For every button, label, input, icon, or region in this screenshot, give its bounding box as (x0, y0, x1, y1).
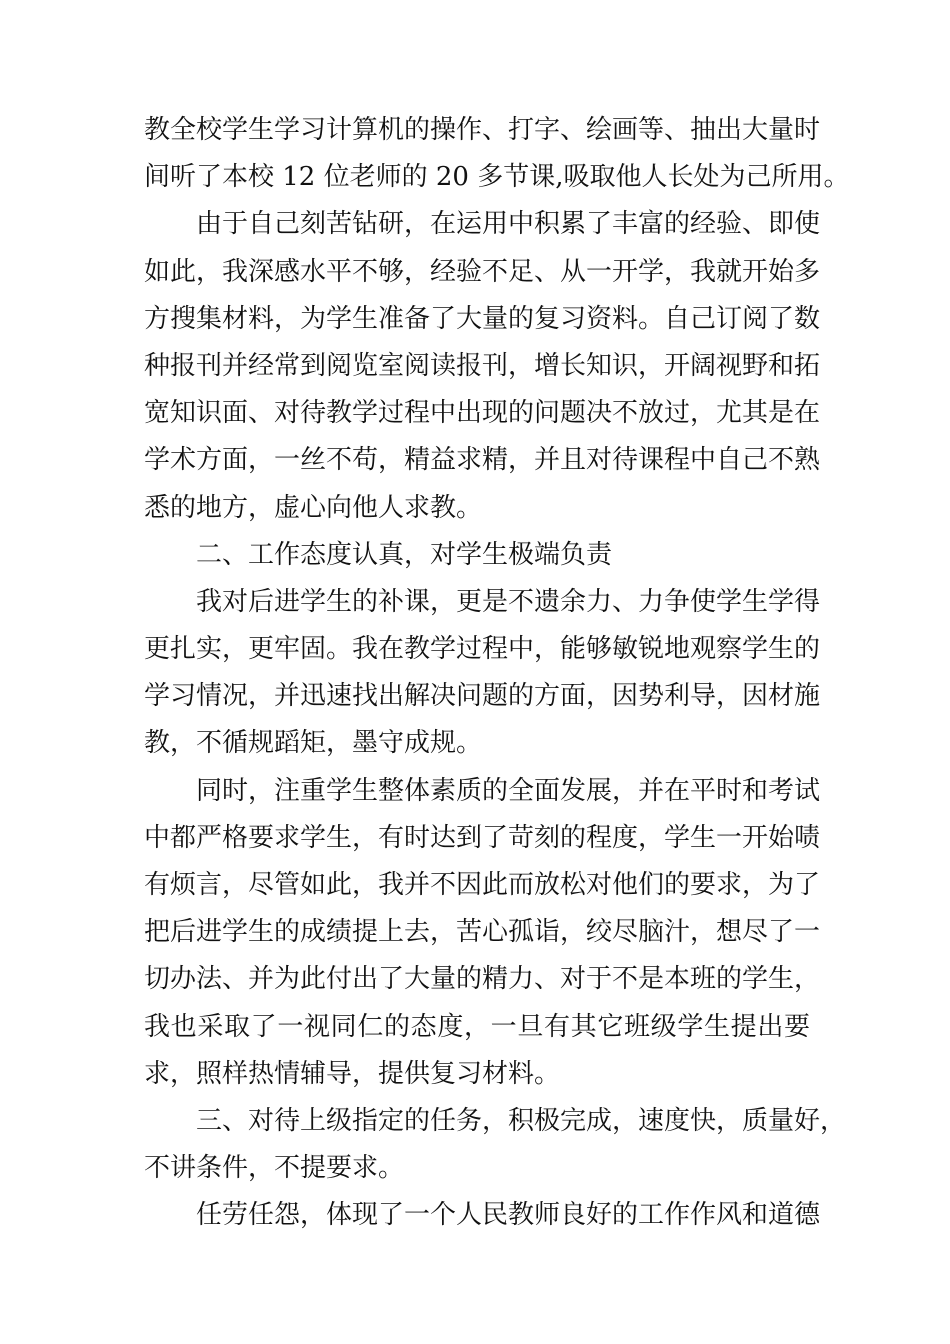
text-line: 不讲条件，不提要求。 (144, 1153, 405, 1184)
text-line: 学术方面，一丝不苟，精益求精，并且对待课程中自己不熟 (144, 445, 821, 476)
text-line: 教全校学生学习计算机的操作、打字、绘画等、抽出大量时 (144, 115, 821, 145)
section-heading: 三、对待上级指定的任务，积极完成，速度快，质量好， (196, 1105, 847, 1136)
text-line: 我也采取了一视同仁的态度，一旦有其它班级学生提出要 (144, 1011, 810, 1042)
text-line: 切办法、并为此付出了大量的精力、对于不是本班的学生， (144, 964, 821, 995)
text-line: 宽知识面、对待教学过程中出现的问题决不放过，尤其是在 (144, 398, 821, 429)
section-heading: 二、工作态度认真，对学生极端负责 (196, 539, 613, 570)
text-line: 间听了本校 12 位老师的 20 多节课,吸取他人长处为己所用。 (144, 162, 850, 193)
text-line: 更扎实，更牢固。我在教学过程中，能够敏锐地观察学生的 (144, 634, 821, 665)
document-body (144, 107, 850, 1240)
paragraph-start-line: 任劳任怨，体现了一个人民教师良好的工作作风和道德 (196, 1200, 821, 1231)
text-line: 把后进学生的成绩提上去，苦心孤诣，绞尽脑汁，想尽了一 (144, 917, 821, 948)
text-line: 悉的地方，虚心向他人求教。 (144, 492, 483, 523)
paragraph-start-line: 由于自己刻苦钻研，在运用中积累了丰富的经验、即使 (196, 209, 821, 240)
text-line: 有烦言，尽管如此，我并不因此而放松对他们的要求，为了 (144, 870, 821, 900)
text-line: 如此，我深感水平不够，经验不足、从一开学，我就开始多 (144, 256, 821, 287)
text-line: 中都严格要求学生，有时达到了苛刻的程度，学生一开始啧 (144, 822, 821, 853)
text-line: 教，不循规蹈矩，墨守成规。 (144, 728, 483, 759)
paragraph-start-line: 我对后进学生的补课，更是不遗余力、力争使学生学得 (196, 586, 821, 617)
paragraph-start-line: 同时，注重学生整体素质的全面发展，并在平时和考试 (196, 775, 821, 806)
text-line: 方搜集材料，为学生准备了大量的复习资料。自己订阅了数 (144, 303, 821, 334)
text-line: 学习情况，并迅速找出解决问题的方面，因势利导，因材施 (144, 681, 821, 712)
text-line: 种报刊并经常到阅览室阅读报刊，增长知识，开阔视野和拓 (144, 350, 821, 381)
text-line: 求，照样热情辅导，提供复习材料。 (144, 1058, 561, 1089)
